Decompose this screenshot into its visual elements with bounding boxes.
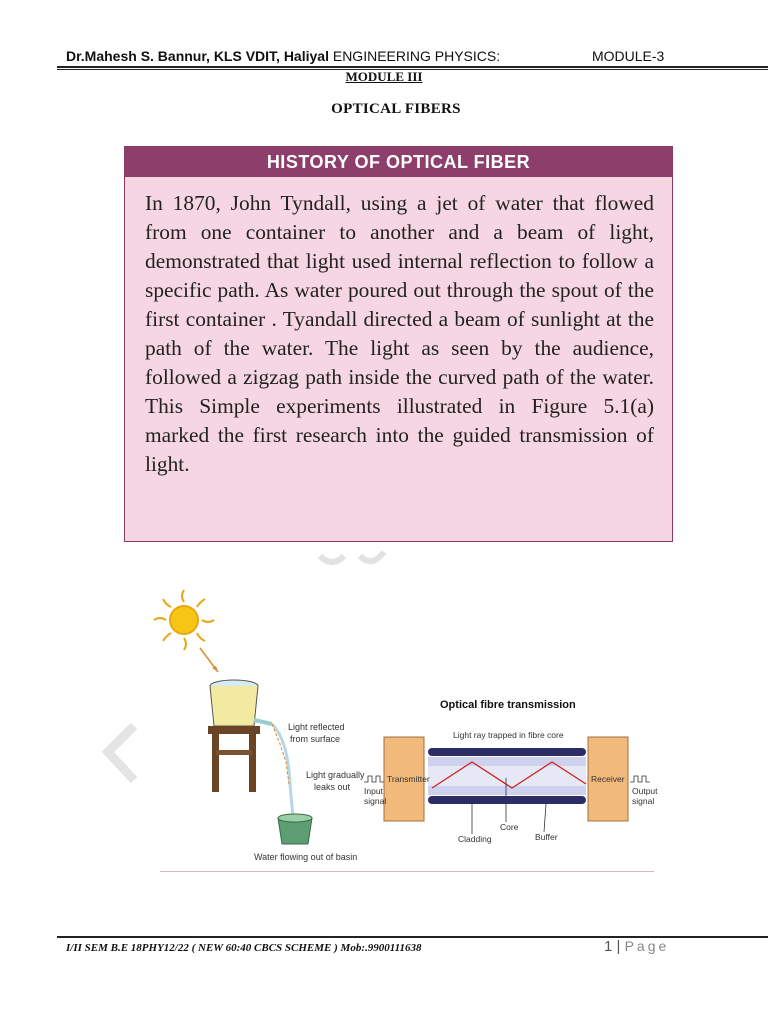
footer-text: I/II SEM B.E 18PHY12/22 ( NEW 60:40 CBCS SCHEME ) Mob:.9900111638 — [66, 942, 422, 954]
label-output-1: Output — [632, 786, 658, 796]
header-module: MODULE-3 — [592, 48, 665, 64]
label-buffer: Buffer — [535, 832, 558, 842]
page-title: OPTICAL FIBERS — [331, 101, 461, 117]
page-number-block — [604, 938, 669, 955]
fibre-title: Optical fibre transmission — [440, 699, 576, 711]
figure-rule — [160, 871, 654, 872]
page-separator: | — [612, 938, 625, 955]
water-container — [208, 680, 272, 792]
label-leaks-1: Light gradually — [306, 770, 365, 780]
label-receiver: Receiver — [591, 774, 625, 784]
label-output-2: signal — [632, 796, 655, 806]
figure-illustration — [150, 572, 670, 872]
label-core: Core — [500, 822, 519, 832]
label-cladding: Cladding — [458, 834, 492, 844]
label-leaks-2: leaks out — [314, 782, 351, 792]
page-label: Page — [624, 938, 670, 954]
label-input-1: Input — [364, 786, 383, 796]
figure-tyndall-and-fibre — [150, 572, 670, 872]
history-box-heading: HISTORY OF OPTICAL FIBER — [125, 147, 672, 177]
label-basin: Water flowing out of basin — [254, 852, 358, 862]
page-header — [66, 48, 670, 64]
watermark-chevron — [96, 718, 146, 800]
label-light-reflected-1: Light reflected — [288, 722, 345, 732]
header-rule — [57, 66, 768, 68]
page-number: 1 — [604, 938, 613, 955]
label-light-reflected-2: from surface — [290, 734, 341, 744]
header-author: Dr.Mahesh S. Bannur, KLS VDIT, Haliyal — [66, 48, 329, 64]
label-transmitter: Transmitter — [387, 774, 430, 784]
sun-icon — [154, 590, 218, 672]
fibre-cable — [428, 748, 586, 804]
label-input-2: signal — [364, 796, 387, 806]
module-heading: MODULE III — [345, 69, 423, 84]
history-box — [124, 146, 673, 542]
label-trapped: Light ray trapped in fibre core — [453, 730, 564, 740]
history-box-body: In 1870, John Tyndall, using a jet of water that flowed from one container to another and a beam of light, demonstrated that light used internal reflection to follow a specific path. As water poured out through the spout of the first container . Tyandall directed a beam of sunlight at the path of the water. The light as seen by the audience, followed a zigzag path inside the curved path of the water. This Simple experiments illustrated in Figure 5.1(a) marked the first research into the guided transmission of light. — [145, 191, 654, 476]
basin — [278, 814, 312, 844]
header-subject: ENGINEERING PHYSICS: — [332, 48, 501, 64]
